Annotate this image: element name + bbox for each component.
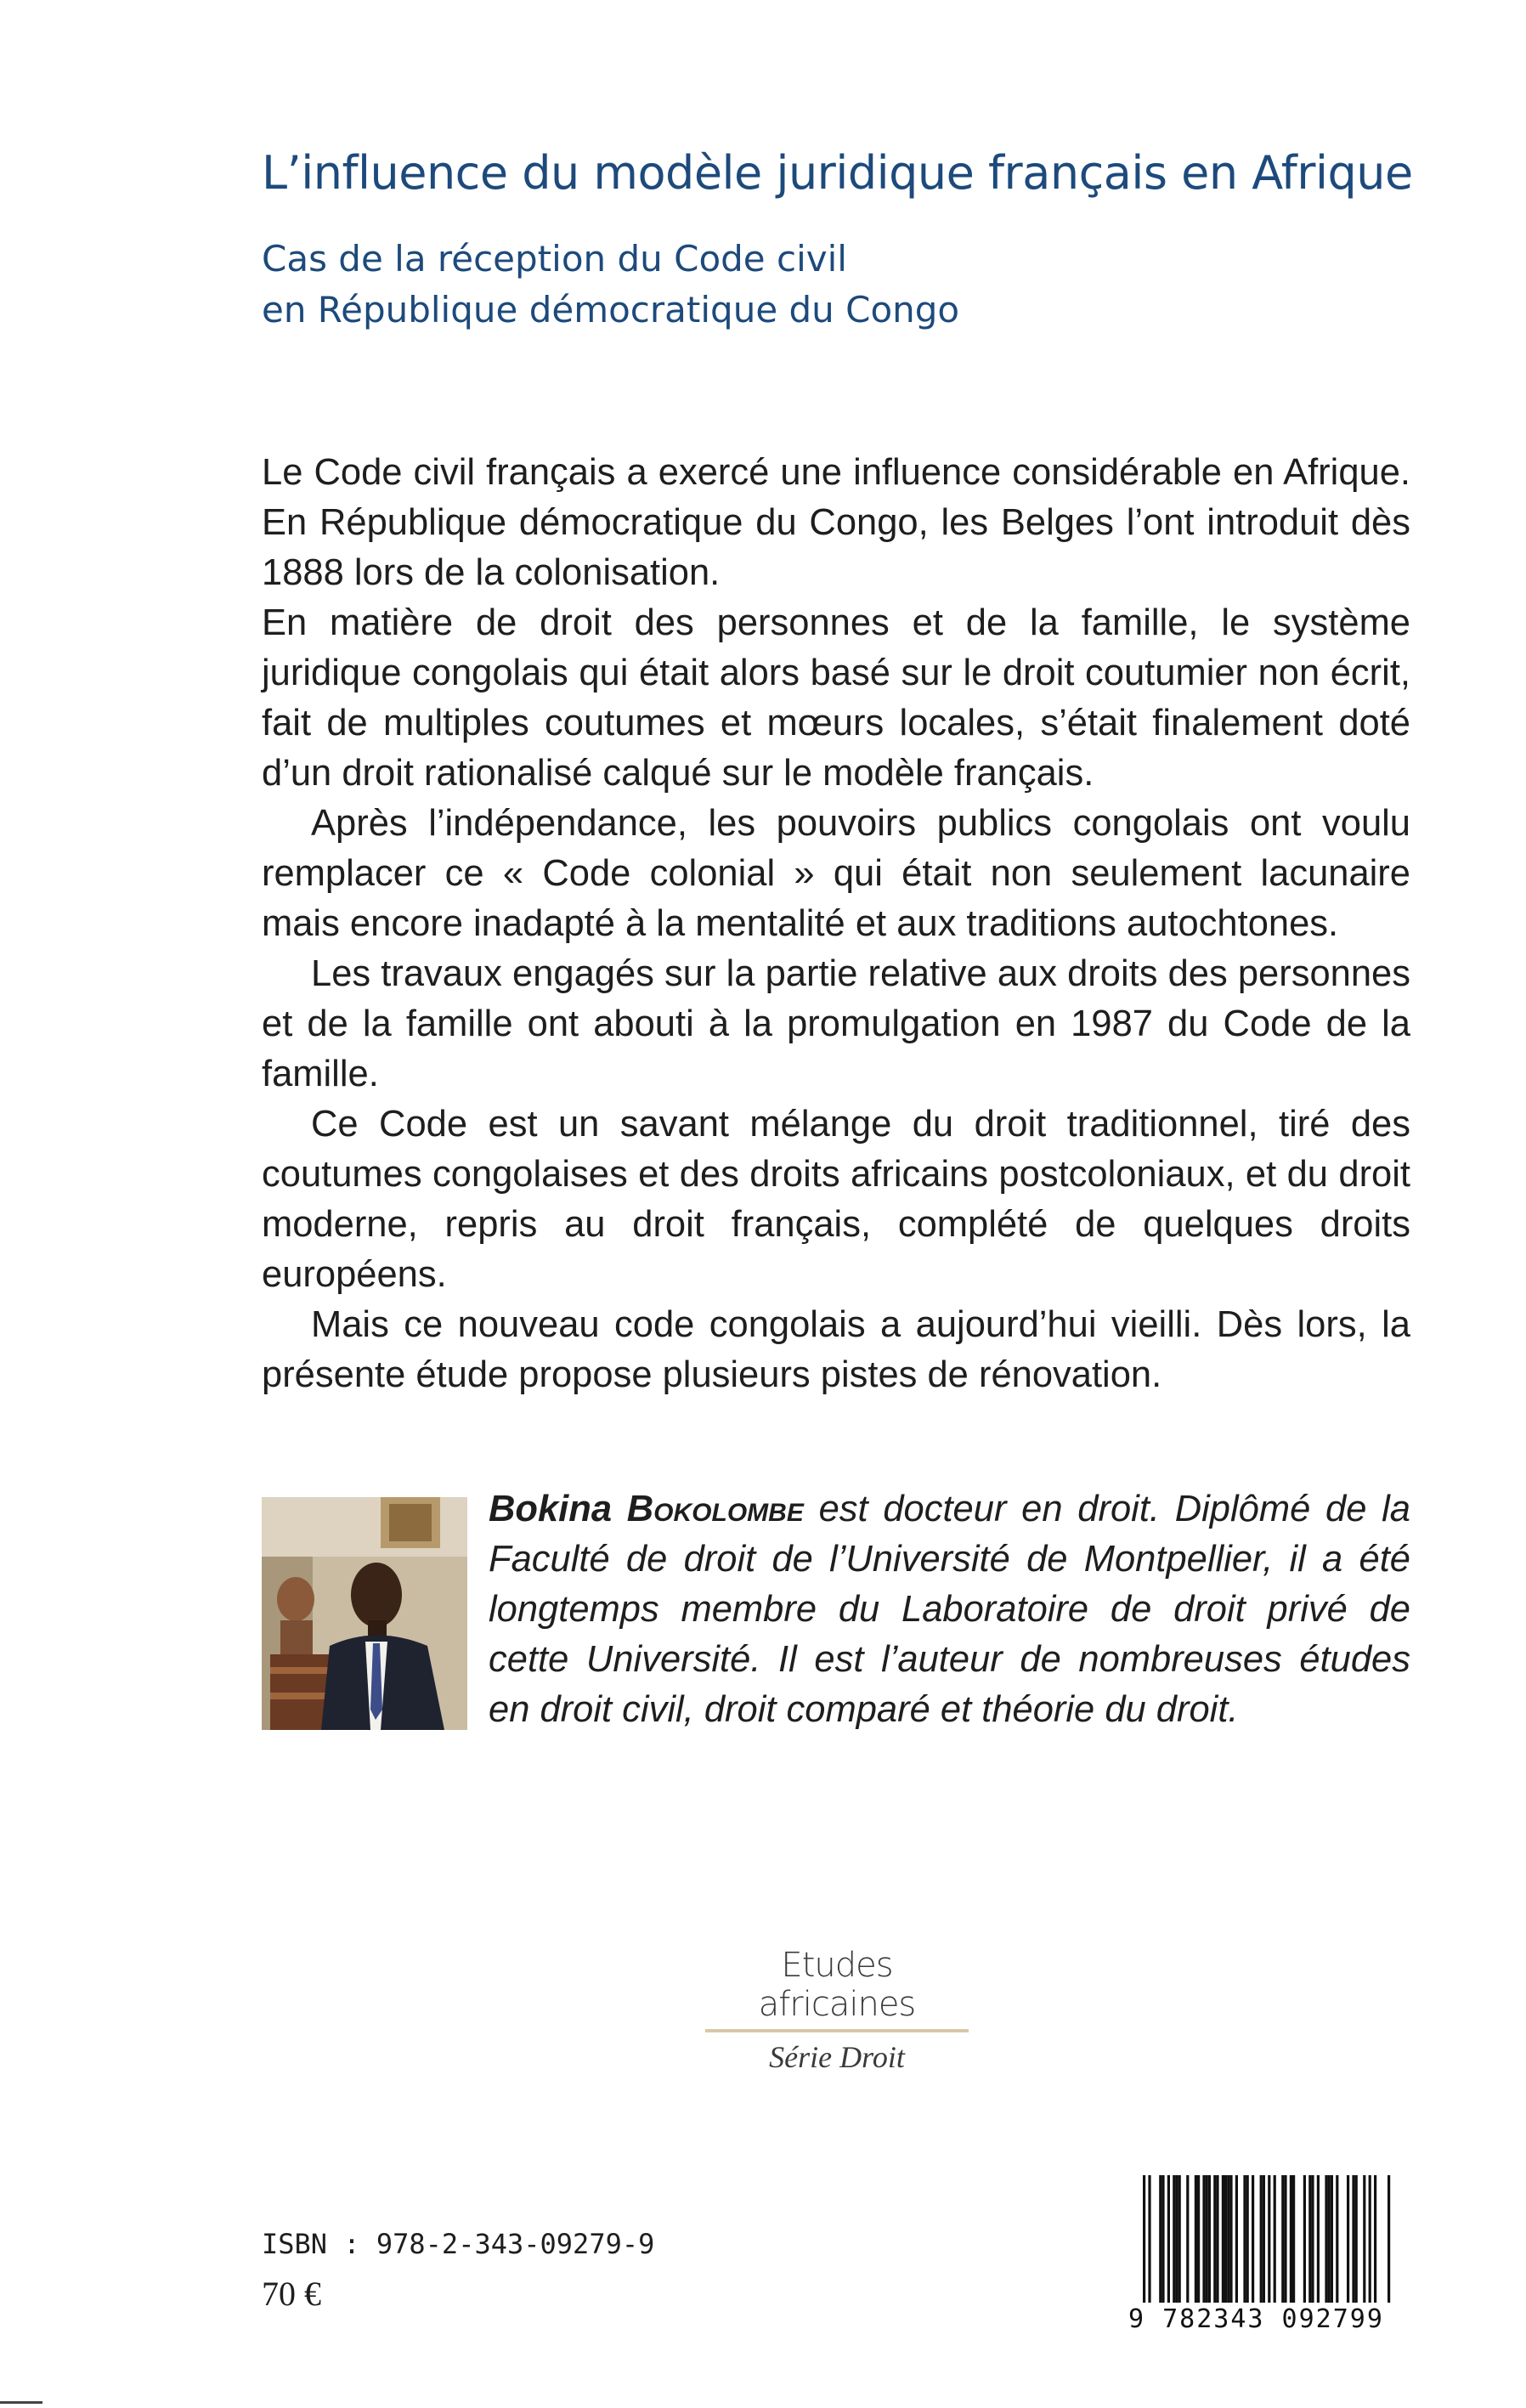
barcode-bar [1331, 2175, 1333, 2303]
barcode-bar [1167, 2175, 1170, 2303]
barcode-bar [1148, 2175, 1150, 2303]
barcode-bar [1325, 2175, 1327, 2303]
author-first-name: Bokina [489, 1489, 613, 1529]
barcode-bar [1274, 2175, 1276, 2303]
barcode-bar [1328, 2175, 1331, 2303]
barcode-bar [1227, 2175, 1229, 2303]
barcode-bar [1263, 2175, 1265, 2303]
summary-paragraph: Le Code civil français a exercé une influence considérable en Afrique. En République démocratique du Congo, les Belges l’ont introduit dès 1888 lors de la colonisation. [262, 452, 1410, 593]
subtitle-line-2: en République démocratique du Congo [262, 289, 960, 331]
barcode-bar [1159, 2175, 1161, 2303]
author-photo [262, 1497, 467, 1730]
barcode-bar [1347, 2175, 1349, 2303]
author-name [489, 1489, 804, 1529]
barcode-bar [1388, 2175, 1390, 2303]
barcode-digits: 9 782343 092799 [1128, 2304, 1384, 2334]
barcode-bar [1161, 2175, 1164, 2303]
barcode-bar [1213, 2175, 1216, 2303]
barcode-bar [1208, 2175, 1211, 2303]
barcode-bar [1224, 2175, 1227, 2303]
book-subtitle [262, 234, 1451, 336]
isbn: ISBN : 978-2-343-09279-9 [262, 2228, 655, 2260]
barcode-bar [1374, 2175, 1376, 2303]
barcode-bar [1355, 2175, 1358, 2303]
barcode-bar [1173, 2175, 1175, 2303]
barcode-bar [1281, 2175, 1284, 2303]
author-last-name: Bokolombe [626, 1489, 804, 1529]
summary-paragraph: Les travaux engagés sur la partie relative aux droits des personnes et de la famille ont abouti à la promulgation en 1987 du Code de la famille. [262, 953, 1410, 1094]
subtitle-line-1: Cas de la réception du Code civil [262, 238, 847, 280]
barcode-bar [1229, 2175, 1232, 2303]
barcode-bar [1303, 2175, 1306, 2303]
barcode-bar [1186, 2175, 1189, 2303]
barcode-bar [1202, 2175, 1205, 2303]
author-bio [489, 1484, 1410, 1735]
barcode-bar [1311, 2175, 1314, 2303]
barcode-bar [1175, 2175, 1178, 2303]
price: 70 € [262, 2275, 321, 2313]
barcode-bar [1197, 2175, 1200, 2303]
series-divider [705, 2029, 969, 2032]
summary-paragraph: Ce Code est un savant mélange du droit traditionnel, tiré des coutumes congolaises et des droits africains postcoloniaux, et du droit moderne, repris au droit français, complété de quelques droits européens. [262, 1104, 1410, 1295]
barcode-bar [1143, 2175, 1145, 2303]
barcode-bar [1252, 2175, 1254, 2303]
barcode-bar [1195, 2175, 1197, 2303]
barcode-bar [1222, 2175, 1224, 2303]
barcode-bar [1352, 2175, 1354, 2303]
summary-text [262, 448, 1410, 1400]
barcode-bar [1336, 2175, 1338, 2303]
barcode-bar [1317, 2175, 1320, 2303]
summary-paragraph: En matière de droit des personnes et de la famille, le système juridique congolais qui était alors basé sur le droit coutumier non écrit, fait de multiples coutumes et mœurs locales, s’était finalement doté d’un droit rationalisé calqué sur le modèle français. [262, 602, 1410, 794]
barcode-bar [1246, 2175, 1249, 2303]
book-title: L’influence du modèle juridique français en Afrique [262, 146, 1413, 200]
barcode-bar [1369, 2175, 1371, 2303]
barcode-bar [1290, 2175, 1292, 2303]
summary-paragraph: Mais ce nouveau code congolais a aujourd’hui vieilli. Dès lors, la présente étude propose plusieurs pistes de rénovation. [262, 1304, 1410, 1395]
barcode-bar [1260, 2175, 1263, 2303]
barcode-bar [1268, 2175, 1270, 2303]
summary-paragraph: Après l’indépendance, les pouvoirs publics congolais ont voulu remplacer ce « Code colonial » qui était non seulement lacunaire mais encore inadapté à la mentalité et aux traditions autochtones. [262, 803, 1410, 944]
series-logo [705, 1946, 969, 2075]
barcode-bar [1243, 2175, 1246, 2303]
barcode-bar [1216, 2175, 1218, 2303]
barcode-bar [1284, 2175, 1286, 2303]
barcode-bar [1308, 2175, 1311, 2303]
barcode-bar [1235, 2175, 1238, 2303]
series-name: Etudes africaines [758, 1946, 916, 2024]
author-bio-text: est docteur en droit. Diplômé de la Faculté de droit de l’Université de Montpellier, il a été longtemps membre du Laboratoire de droit privé de cette Université. Il est l’auteur de nombreuses études en droit civil, droit comparé et théorie du droit. [489, 1489, 1410, 1730]
crop-mark [0, 2401, 42, 2404]
barcode-bar [1178, 2175, 1181, 2303]
barcode-bar [1292, 2175, 1295, 2303]
barcode-bar [1363, 2175, 1365, 2303]
barcode-bar [1206, 2175, 1208, 2303]
series-subtitle: Série Droit [769, 2040, 905, 2074]
